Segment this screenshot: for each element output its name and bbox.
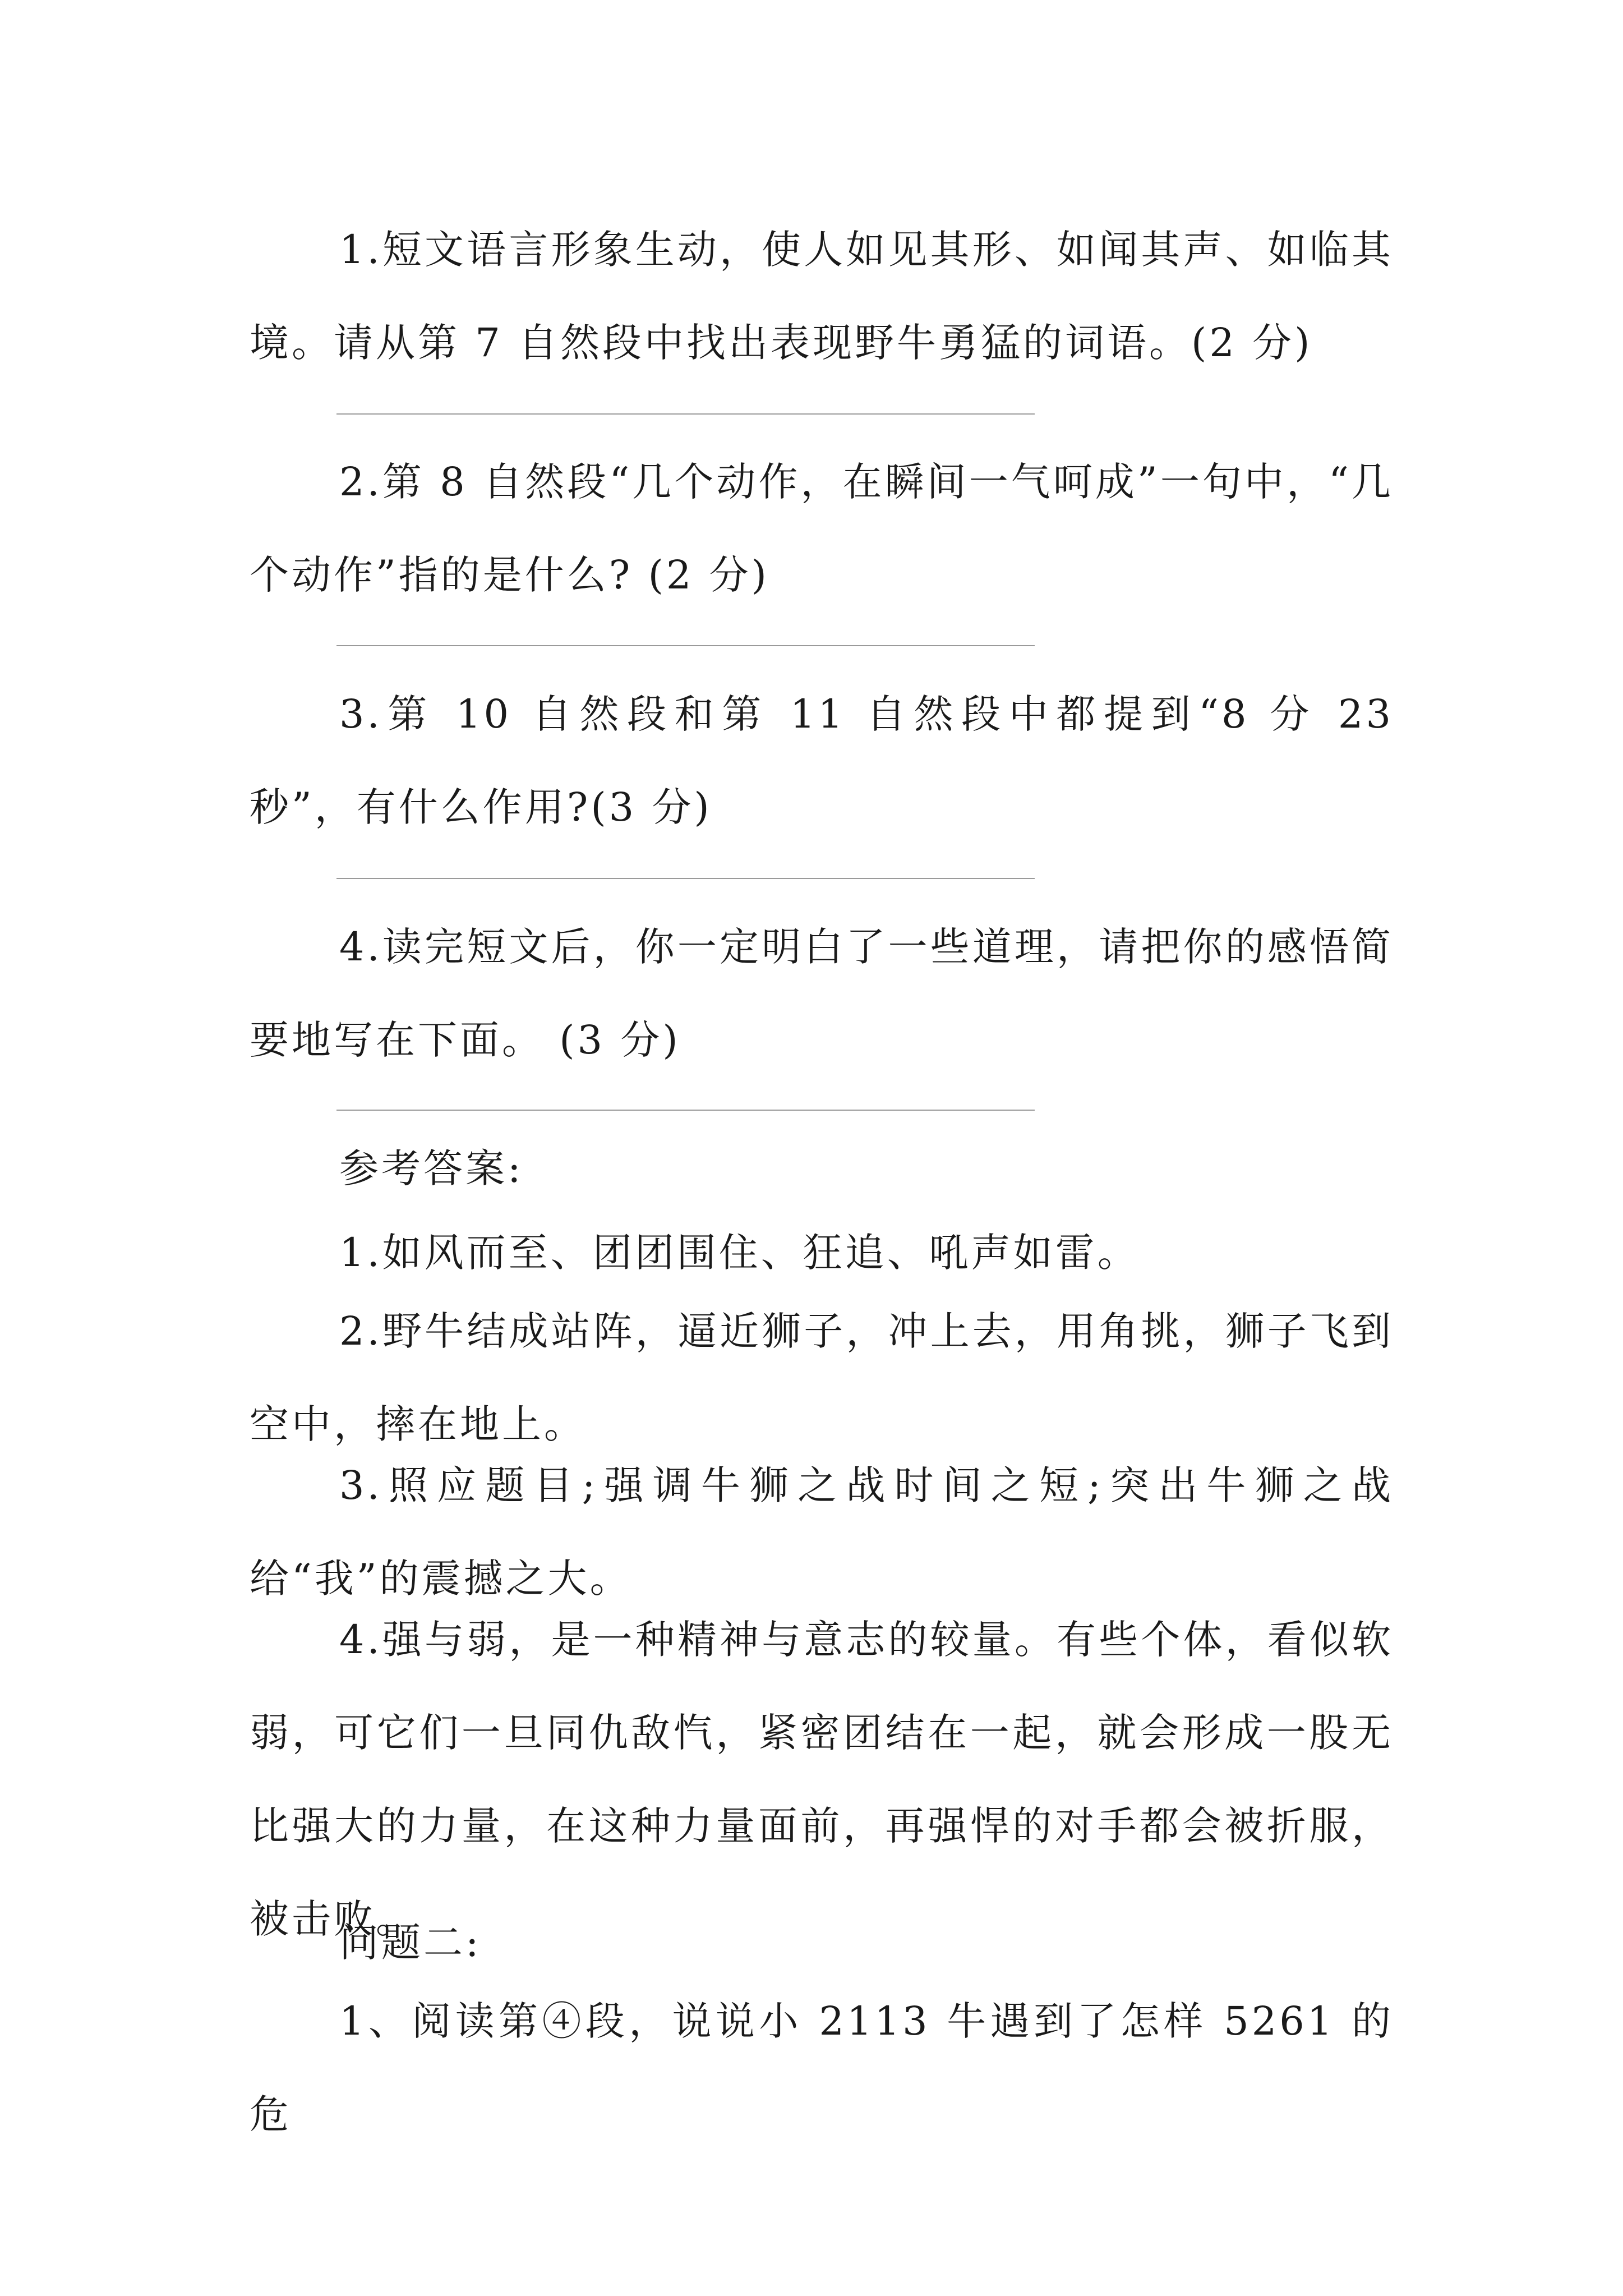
answer-3: 3.照应题目;强调牛狮之战时间之短;突出牛狮之战给“我”的震撼之大。: [250, 1462, 1394, 1602]
answer-2: 2.野牛结成站阵，逼近狮子，冲上去，用角挑，狮子飞到空中，摔在地上。: [250, 1308, 1394, 1447]
question-4: 4.读完短文后，你一定明白了一些道理，请把你的感悟简要地写在下面。 (3 分): [250, 924, 1394, 1063]
question-2: 2.第 8 自然段“几个动作，在瞬间一气呵成”一句中，“几个动作”指的是什么? (2 分): [250, 459, 1394, 598]
answer-line-2: [336, 645, 1035, 646]
answers-heading: 参考答案:: [339, 1145, 524, 1191]
part2-question-1: 1、阅读第④段，说说小 2113 牛遇到了怎样 5261 的危: [250, 1998, 1394, 2137]
question-3: 3.第 10 自然段和第 11 自然段中都提到“8 分 23 秒”，有什么作用?(3 分): [250, 691, 1394, 830]
answer-line-1: [336, 413, 1035, 415]
answer-line-3: [336, 878, 1035, 879]
answer-4: 4.强与弱，是一种精神与意志的较量。有些个体，看似软弱，可它们一旦同仇敌忾，紧密团结在一起，就会形成一股无比强大的力量，在这种力量面前，再强悍的对手都会被折服，被击败。: [250, 1617, 1394, 1942]
answer-1: 1.如风而至、团团围住、狂追、吼声如雷。: [339, 1230, 1140, 1276]
part2-heading: 问题二:: [339, 1920, 482, 1966]
answer-line-4: [336, 1110, 1035, 1111]
question-1: 1.短文语言形象生动，使人如见其形、如闻其声、如临其境。请从第 7 自然段中找出表现野牛勇猛的词语。(2 分): [250, 227, 1394, 366]
